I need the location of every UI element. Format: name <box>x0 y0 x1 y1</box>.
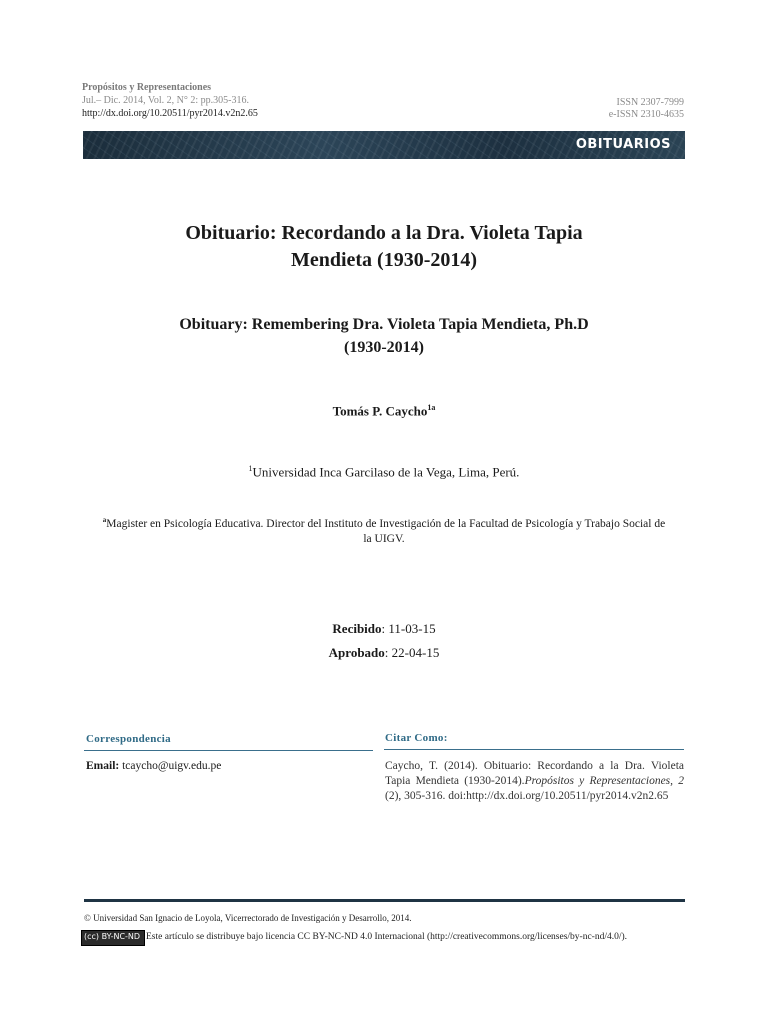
journal-doi-link[interactable]: http://dx.doi.org/10.20511/pyr2014.v2n2.65 <box>82 108 258 119</box>
copyright: © Universidad San Ignacio de Loyola, Vicerrectorado de Investigación y Desarrollo, 2014. <box>84 913 412 923</box>
citation-heading: Citar Como: <box>385 732 448 744</box>
title-es-line1: Obituario: Recordando a la Dra. Violeta Tapia <box>185 222 583 244</box>
received-label: Recibido <box>332 621 382 636</box>
eissn: e-ISSN 2310-4635 <box>608 109 684 120</box>
footer-divider <box>84 899 685 902</box>
affiliation-1 <box>84 464 684 480</box>
author <box>84 403 684 419</box>
correspondence-divider <box>84 750 373 751</box>
affiliation-1-text: Universidad Inca Garcilaso de la Vega, Lima, Perú. <box>252 464 520 480</box>
affiliation-2 <box>100 513 668 547</box>
correspondence-email <box>86 760 221 772</box>
author-name: Tomás P. Caycho <box>332 403 428 419</box>
approved-date <box>84 645 684 661</box>
journal-name: Propósitos y Representaciones <box>82 82 212 93</box>
approved-value: : 22-04-15 <box>384 645 440 660</box>
title-es-line2: Mendieta (1930-2014) <box>290 249 478 271</box>
issn: ISSN 2307-7999 <box>616 97 684 108</box>
title-spanish <box>84 220 684 274</box>
approved-label: Aprobado <box>328 645 385 660</box>
email-address[interactable]: tcaycho@uigv.edu.pe <box>119 760 222 772</box>
title-english <box>84 313 684 359</box>
section-banner <box>83 131 685 159</box>
affiliation-1-marker: 1 <box>248 464 253 473</box>
citation-divider <box>384 749 684 750</box>
citation-journal: Propósitos y Representaciones, 2 <box>524 775 684 787</box>
license-text: Este artículo se distribuye bajo licencia CC BY-NC-ND 4.0 Internacional (http://creativecommons.org/licenses/by-nc-nd/4.0/). <box>146 932 628 942</box>
citation-pages-doi: (2), 305-316. doi:http://dx.doi.org/10.20511/pyr2014.v2n2.65 <box>385 790 669 802</box>
author-superscript: 1a <box>427 403 436 412</box>
correspondence-heading: Correspondencia <box>86 733 171 745</box>
received-value: : 11-03-15 <box>381 621 436 636</box>
cc-badge-text: (cc) BY-NC-ND <box>84 932 141 941</box>
affiliation-2-marker: a <box>102 516 107 524</box>
section-label: OBITUARIOS <box>575 137 671 152</box>
citation-text <box>385 759 684 804</box>
cc-license-icon[interactable] <box>81 930 145 946</box>
citation-reference: Caycho, T. (2014). Obituario: Recordando a la Dra. Violeta Tapia Mendieta (1930-2014). <box>385 760 684 787</box>
title-en-line1: Obituary: Remembering Dra. Violeta Tapia Mendieta, Ph.D <box>179 316 589 333</box>
journal-issue: Jul.– Dic. 2014, Vol. 2, N° 2: pp.305-316. <box>82 95 249 106</box>
affiliation-2-text: Magister en Psicología Educativa. Director del Instituto de Investigación de la Facultad de Psicología y Trabajo Social de la UIGV. <box>106 517 666 545</box>
email-label: Email: <box>86 760 120 772</box>
received-date <box>84 621 684 637</box>
title-en-line2: (1930-2014) <box>344 339 424 356</box>
